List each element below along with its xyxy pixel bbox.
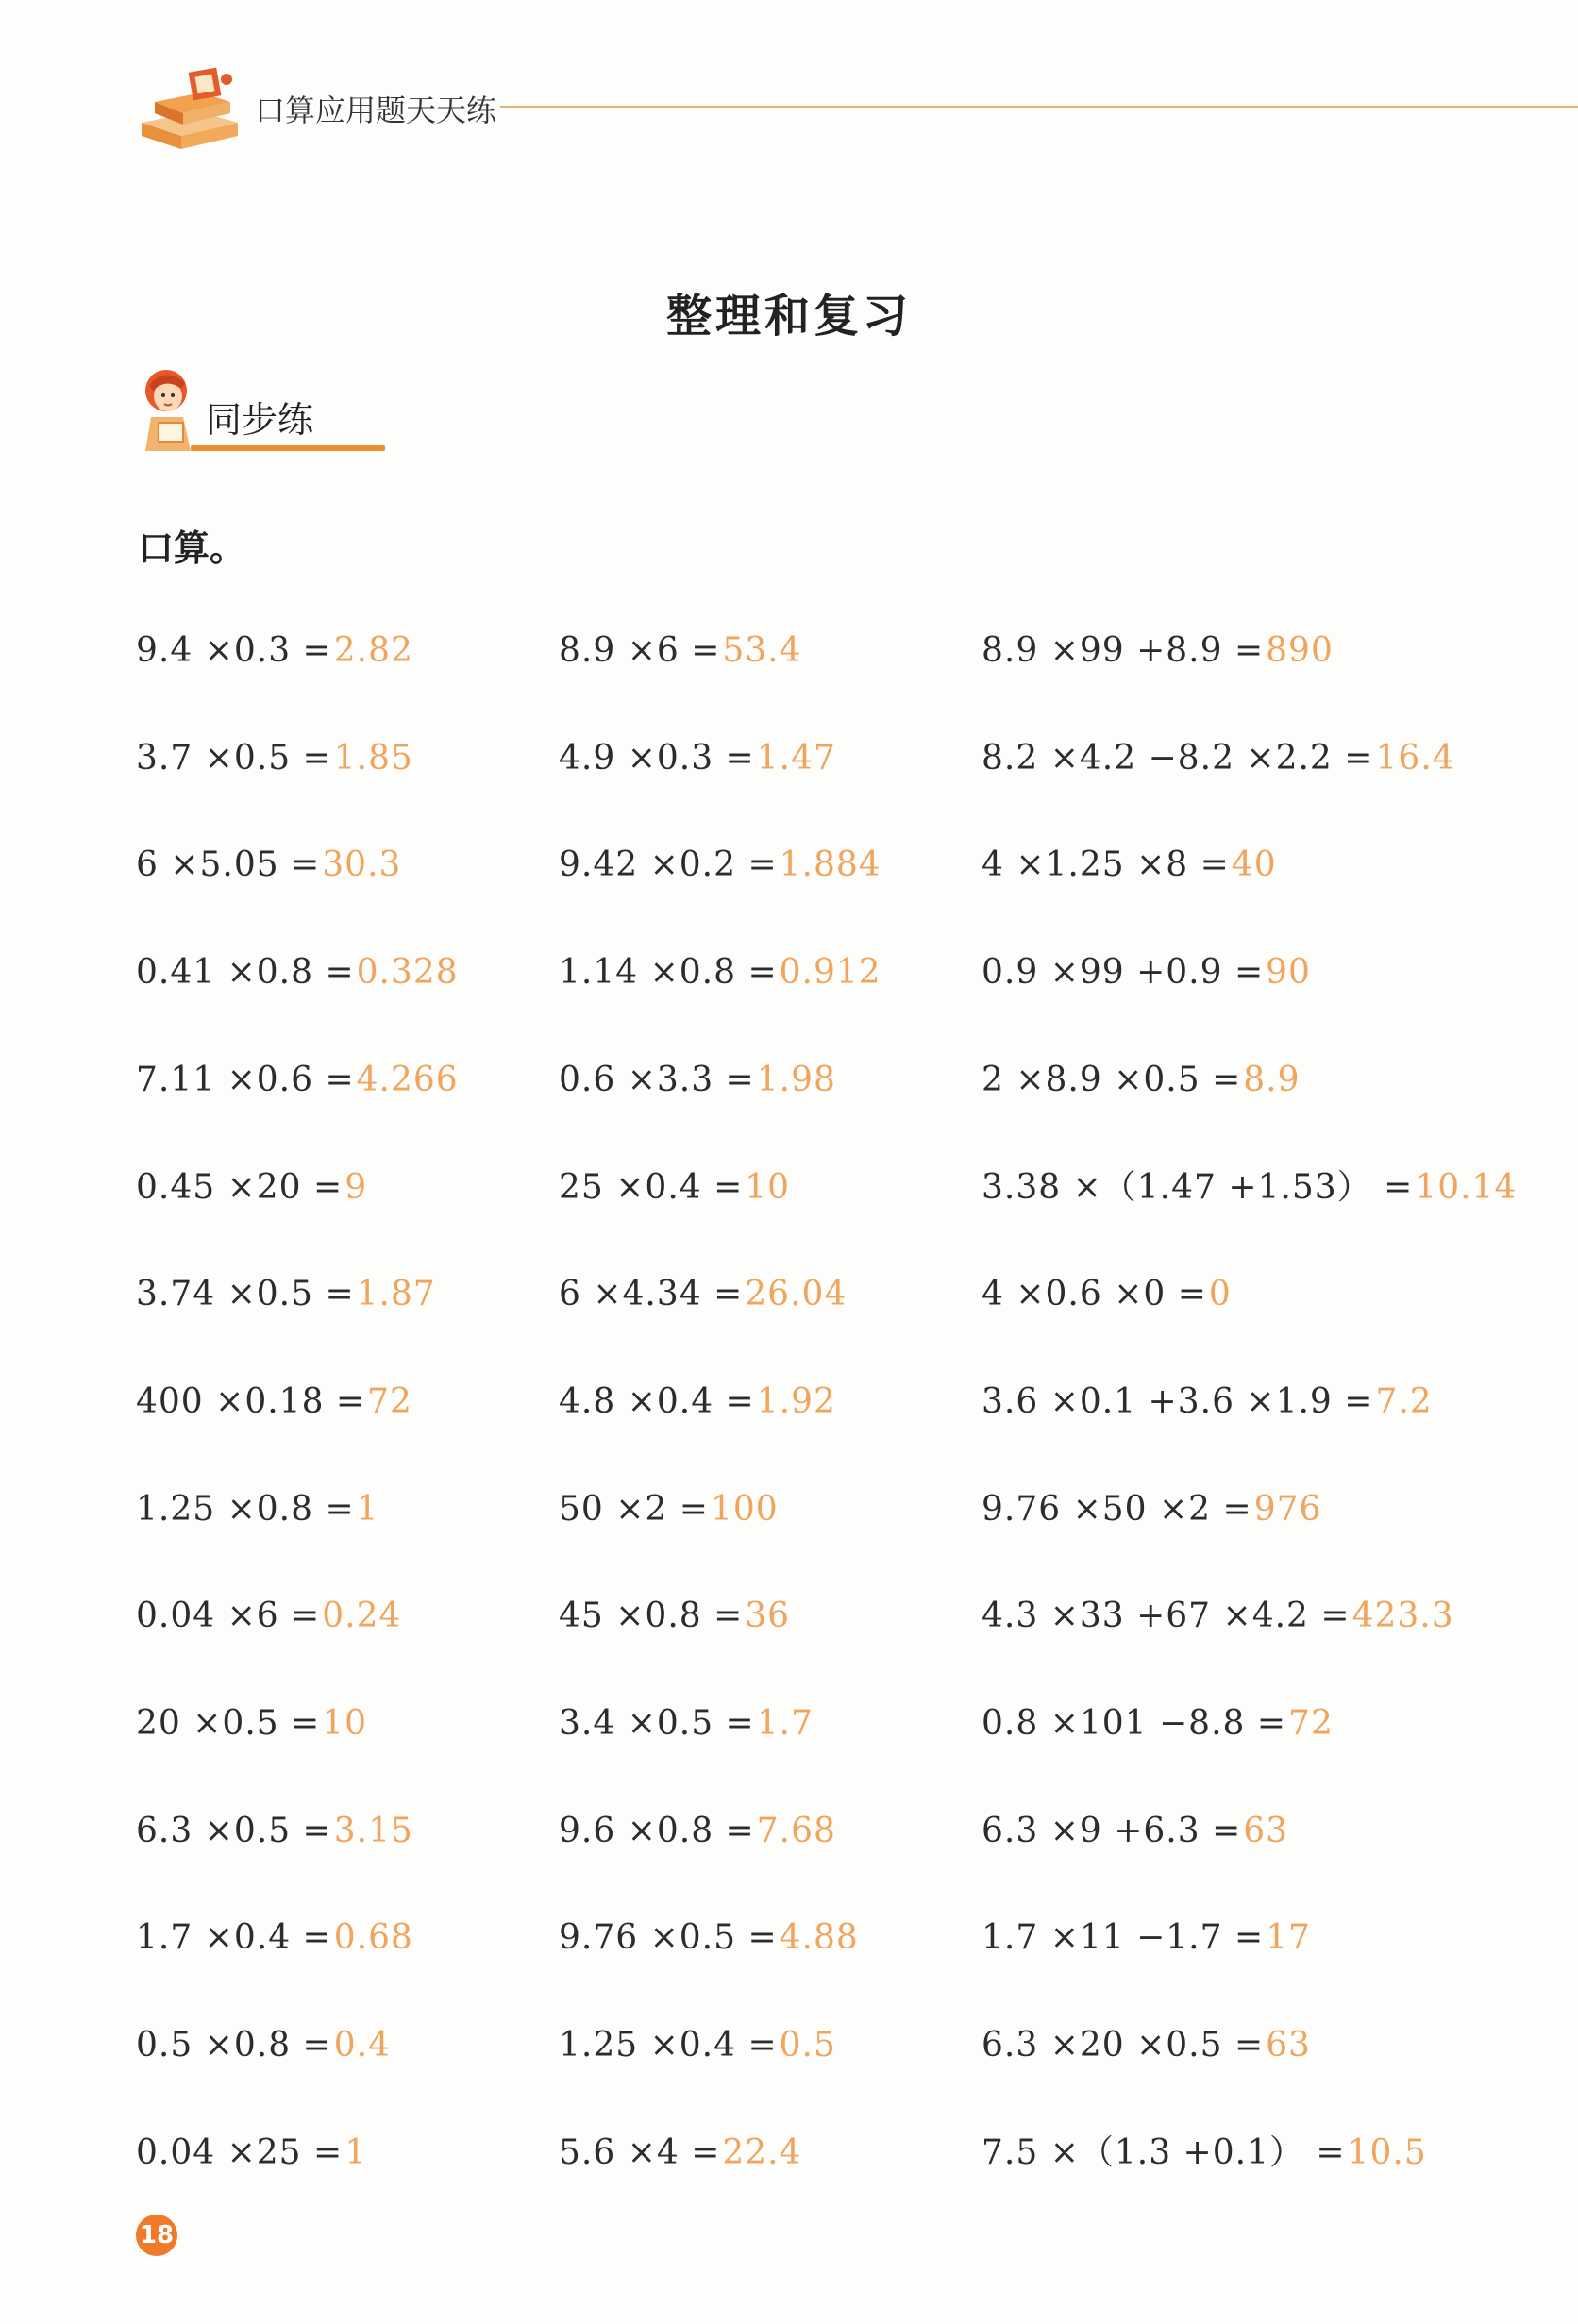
problem-row <box>982 1811 1288 1852</box>
problem-row <box>136 1596 401 1637</box>
series-title: 口算应用题天天练 <box>255 92 497 128</box>
problem-expression: 4 ×1.25 ×8 = <box>982 845 1230 885</box>
problem-answer: 72 <box>1288 1704 1334 1743</box>
problem-row <box>136 738 413 779</box>
problem-answer: 16.4 <box>1375 738 1455 777</box>
problem-expression: 6.3 ×0.5 = <box>136 1811 332 1850</box>
problem-answer: 1.85 <box>333 738 413 777</box>
problem-answer: 3.15 <box>333 1811 413 1850</box>
problem-row <box>559 1917 859 1959</box>
problem-answer: 17 <box>1266 1918 1311 1958</box>
problem-answer: 890 <box>1266 631 1334 670</box>
problem-expression: 1.7 ×11 −1.7 = <box>982 1918 1265 1958</box>
problem-answer: 976 <box>1253 1489 1322 1529</box>
problem-answer: 1.47 <box>756 738 836 777</box>
problem-answer: 1.7 <box>756 1704 814 1743</box>
problem-answer: 7.2 <box>1375 1381 1433 1421</box>
problem-answer: 30.3 <box>322 845 402 885</box>
problem-expression: 1.7 ×0.4 = <box>136 1918 332 1958</box>
problem-expression: 6 ×5.05 = <box>136 845 321 885</box>
problem-answer: 423.3 <box>1351 1597 1454 1636</box>
problem-row <box>136 630 413 672</box>
problem-expression: 3.74 ×0.5 = <box>136 1275 355 1314</box>
problem-row <box>136 2025 391 2066</box>
problem-row <box>136 1489 379 1530</box>
student-mascot-icon <box>138 366 200 453</box>
problem-row <box>136 1703 367 1745</box>
problem-answer: 0 <box>1208 1275 1232 1314</box>
problem-expression: 1.14 ×0.8 = <box>559 953 778 993</box>
problem-expression: 6 ×4.34 = <box>559 1275 744 1314</box>
problem-expression: 6.3 ×20 ×0.5 = <box>982 2026 1265 2065</box>
problem-expression: 1.25 ×0.8 = <box>136 1489 355 1529</box>
problem-row <box>982 1167 1517 1209</box>
problem-row <box>559 738 836 779</box>
problem-expression: 5.6 ×4 = <box>559 2132 721 2172</box>
problem-row <box>982 952 1311 994</box>
problem-row <box>982 1274 1232 1315</box>
problem-row <box>559 1274 847 1315</box>
problem-answer: 1.98 <box>756 1060 836 1099</box>
problem-expression: 7.11 ×0.6 = <box>136 1060 355 1099</box>
problem-expression: 0.04 ×25 = <box>136 2132 344 2172</box>
problem-answer: 4.88 <box>779 1918 859 1958</box>
problem-expression: 6.3 ×9 +6.3 = <box>982 1811 1242 1850</box>
problem-row <box>136 1811 413 1852</box>
problem-answer: 1.884 <box>779 845 881 885</box>
problem-expression: 3.7 ×0.5 = <box>136 738 332 777</box>
problem-row <box>559 1381 836 1423</box>
problem-row <box>982 738 1455 779</box>
page-header <box>132 59 1578 162</box>
problem-expression: 4.8 ×0.4 = <box>559 1381 755 1421</box>
book-stack-icon <box>132 64 245 155</box>
problem-answer: 0.328 <box>356 953 459 993</box>
problem-row <box>136 2132 367 2174</box>
problem-row <box>136 952 459 994</box>
problem-row <box>982 1381 1433 1423</box>
problem-row <box>559 1489 779 1530</box>
problem-expression: 400 ×0.18 = <box>136 1381 366 1421</box>
problem-expression: 3.4 ×0.5 = <box>559 1704 755 1743</box>
problem-answer: 63 <box>1243 1811 1289 1850</box>
problem-row <box>559 1811 836 1852</box>
problem-row <box>982 2025 1311 2066</box>
problem-answer: 100 <box>710 1489 779 1529</box>
problem-row <box>982 1060 1301 1101</box>
problem-answer: 22.4 <box>722 2132 802 2172</box>
problem-expression: 0.9 ×99 +0.9 = <box>982 953 1265 993</box>
problem-row <box>559 952 881 994</box>
problem-answer: 0.68 <box>333 1918 413 1958</box>
problem-row <box>136 1167 367 1209</box>
problem-answer: 36 <box>745 1597 791 1636</box>
exercise-instruction: 口算。 <box>138 527 246 569</box>
problem-row <box>982 1703 1334 1745</box>
problem-expression: 3.6 ×0.1 +3.6 ×1.9 = <box>982 1381 1374 1421</box>
problem-row <box>136 844 401 886</box>
page-number: 18 <box>136 2215 177 2256</box>
problem-answer: 0.5 <box>779 2026 836 2065</box>
problem-expression: 9.42 ×0.2 = <box>559 845 778 885</box>
problem-row <box>136 1274 436 1315</box>
problem-expression: 7.5 ×（1.3 +0.1） = <box>982 2132 1346 2172</box>
problem-row <box>136 1917 413 1959</box>
problem-row <box>559 844 881 886</box>
problem-expression: 20 ×0.5 = <box>136 1704 321 1743</box>
problem-row <box>982 1596 1454 1637</box>
problem-expression: 0.8 ×101 −8.8 = <box>982 1704 1287 1743</box>
section-title: 同步练 <box>206 399 314 441</box>
problem-expression: 0.45 ×20 = <box>136 1167 344 1207</box>
problem-answer: 1 <box>356 1489 379 1529</box>
problem-expression: 8.9 ×99 +8.9 = <box>982 631 1265 670</box>
problem-row <box>136 1060 459 1101</box>
problem-row <box>559 1060 836 1101</box>
problem-row <box>559 630 802 672</box>
problem-expression: 8.9 ×6 = <box>559 631 721 670</box>
problem-row <box>982 2132 1427 2174</box>
problem-answer: 1.92 <box>756 1381 836 1421</box>
problem-expression: 9.6 ×0.8 = <box>559 1811 755 1850</box>
problem-expression: 3.38 ×（1.47 +1.53） = <box>982 1167 1414 1207</box>
problem-answer: 9 <box>344 1167 368 1207</box>
header-divider <box>500 106 1578 108</box>
problem-answer: 40 <box>1231 845 1277 885</box>
problem-expression: 9.76 ×50 ×2 = <box>982 1489 1252 1529</box>
section-underline <box>191 445 385 451</box>
problem-answer: 10.14 <box>1415 1167 1518 1207</box>
problem-answer: 26.04 <box>745 1275 848 1314</box>
problem-answer: 8.9 <box>1243 1060 1301 1099</box>
problem-expression: 4 ×0.6 ×0 = <box>982 1275 1207 1314</box>
problem-answer: 90 <box>1266 953 1311 993</box>
problem-row <box>136 1381 412 1423</box>
problem-answer: 53.4 <box>722 631 802 670</box>
problem-answer: 1 <box>344 2132 368 2172</box>
problem-answer: 10 <box>322 1704 368 1743</box>
problem-row <box>982 844 1277 886</box>
problem-answer: 10 <box>745 1167 791 1207</box>
problem-answer: 0.4 <box>333 2026 391 2065</box>
problem-row <box>982 1489 1321 1530</box>
problem-row <box>559 2132 802 2174</box>
problem-expression: 45 ×0.8 = <box>559 1597 744 1636</box>
problem-expression: 0.41 ×0.8 = <box>136 953 355 993</box>
problem-answer: 4.266 <box>356 1060 459 1099</box>
problem-row <box>559 2025 836 2066</box>
problem-expression: 4.9 ×0.3 = <box>559 738 755 777</box>
problem-expression: 4.3 ×33 +67 ×4.2 = <box>982 1597 1351 1636</box>
problem-expression: 1.25 ×0.4 = <box>559 2026 778 2065</box>
problem-expression: 9.4 ×0.3 = <box>136 631 332 670</box>
problem-expression: 0.5 ×0.8 = <box>136 2026 332 2065</box>
problem-row <box>559 1596 790 1637</box>
problem-expression: 0.6 ×3.3 = <box>559 1060 755 1099</box>
problem-answer: 63 <box>1266 2026 1311 2065</box>
problem-row <box>559 1167 790 1209</box>
problem-expression: 25 ×0.4 = <box>559 1167 744 1207</box>
problem-row <box>559 1703 814 1745</box>
problem-answer: 7.68 <box>756 1811 836 1850</box>
problem-row <box>982 630 1334 672</box>
section-heading <box>138 366 383 460</box>
problem-expression: 0.04 ×6 = <box>136 1597 321 1636</box>
problem-row <box>982 1917 1311 1959</box>
problem-answer: 10.5 <box>1347 2132 1427 2172</box>
problem-answer: 2.82 <box>333 631 413 670</box>
page-title: 整理和复习 <box>665 290 912 343</box>
problem-answer: 1.87 <box>356 1275 436 1314</box>
problem-answer: 0.912 <box>779 953 881 993</box>
problem-expression: 2 ×8.9 ×0.5 = <box>982 1060 1242 1099</box>
problem-expression: 50 ×2 = <box>559 1489 709 1529</box>
problem-expression: 9.76 ×0.5 = <box>559 1918 778 1958</box>
problem-expression: 8.2 ×4.2 −8.2 ×2.2 = <box>982 738 1374 777</box>
problem-answer: 0.24 <box>322 1597 402 1636</box>
problem-answer: 72 <box>367 1381 412 1421</box>
